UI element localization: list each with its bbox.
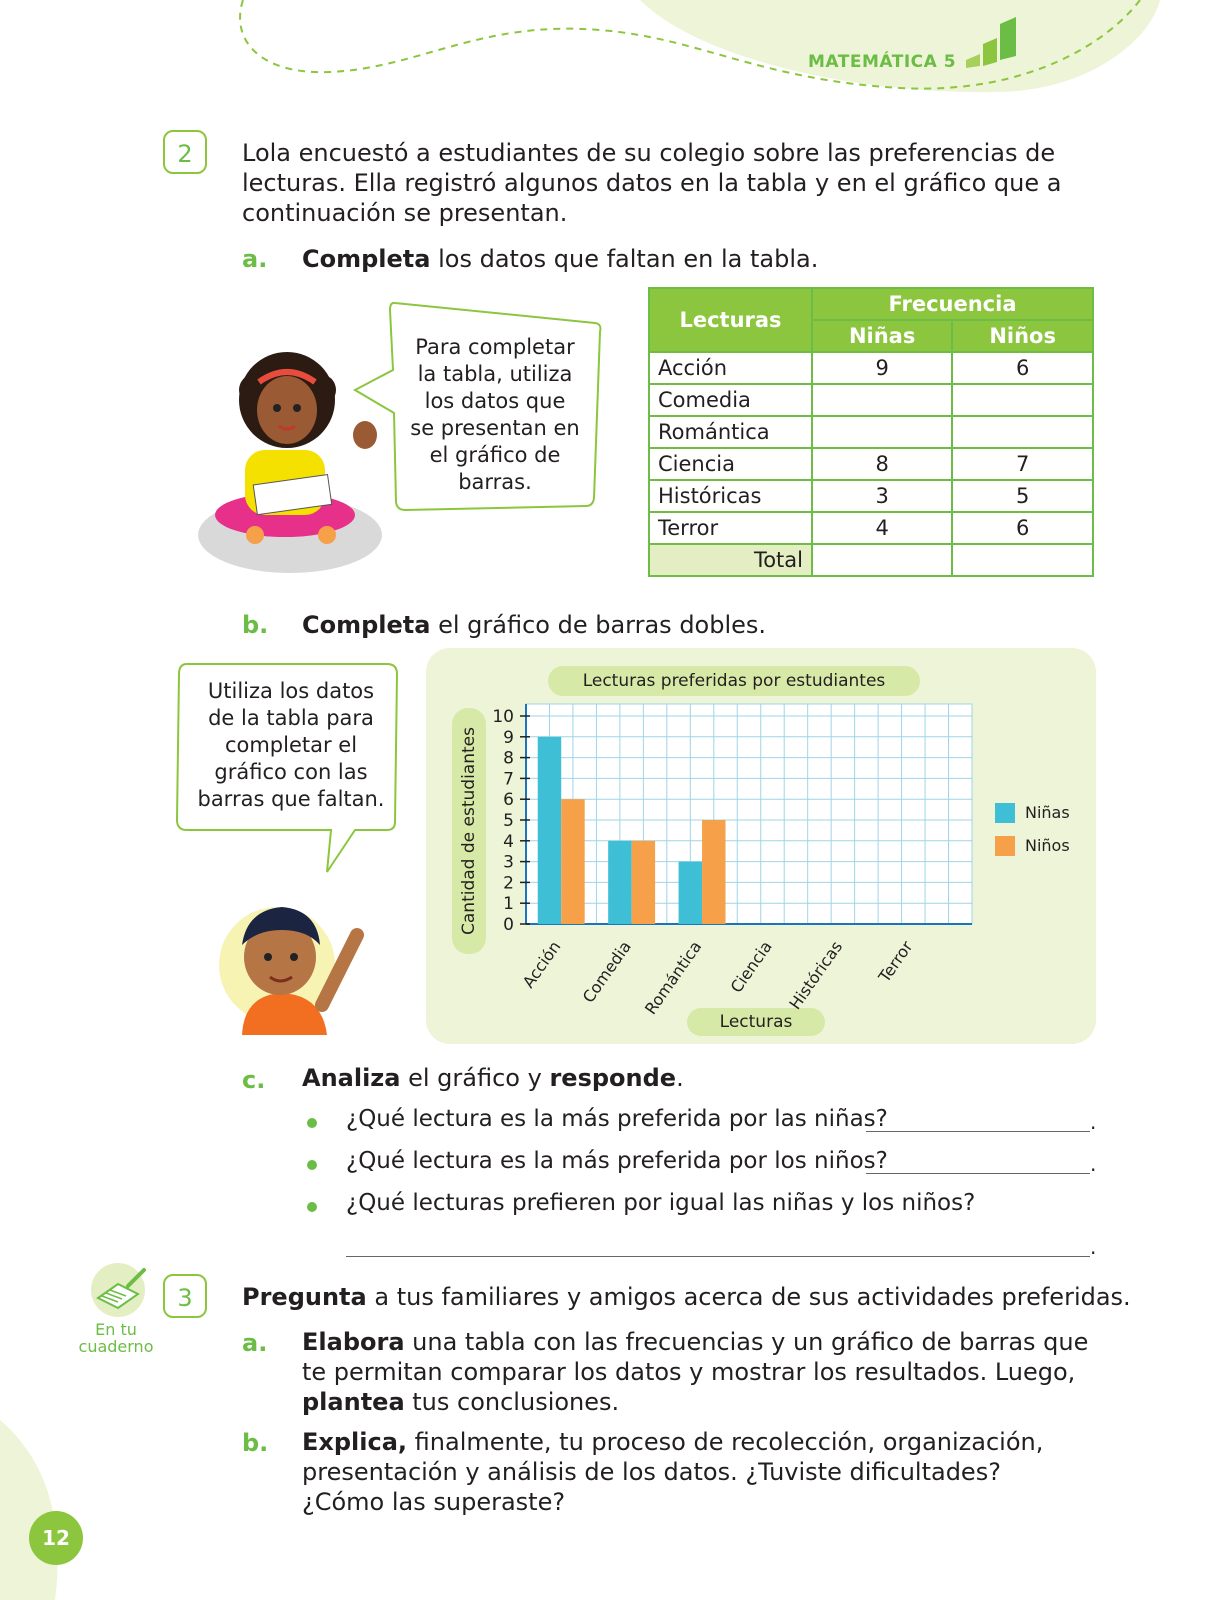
bar-ninos [561, 799, 584, 924]
bar-ninas [538, 737, 561, 924]
table-row [649, 416, 1093, 448]
x-tick-label: Acción [518, 937, 565, 992]
question: ¿Qué lecturas prefieren por igual las niñas y los niños? [346, 1190, 976, 1216]
item-letter: c. [242, 1066, 266, 1094]
period: . [1090, 1152, 1097, 1176]
legend-swatch-ninas [995, 803, 1015, 823]
y-tick-label: 6 [503, 790, 514, 811]
x-tick-label: Ciencia [726, 937, 776, 997]
cell-ninas: 8 [812, 448, 952, 480]
x-axis-label: Lecturas [687, 1008, 825, 1036]
table-row [649, 384, 1093, 416]
problem3-b-text [302, 1427, 1062, 1517]
cell-ninos-blank[interactable] [952, 384, 1093, 416]
problem-intro: Lola encuestó a estudiantes de su colegio sobre las preferencias de lecturas. Ella registró algunos datos en la tabla y en el gráfico que a continuación se presentan. [242, 139, 1062, 227]
row-label: Históricas [649, 480, 812, 512]
item-c-verb2: responde [549, 1064, 677, 1092]
y-tick-label: 4 [503, 831, 514, 852]
y-tick-label: 5 [503, 811, 514, 831]
page-number: 12 [29, 1511, 83, 1565]
item-b-text [302, 610, 766, 640]
answer-blank[interactable] [866, 1131, 1090, 1132]
row-label: Acción [649, 352, 812, 384]
table-row [649, 448, 1093, 480]
period: . [1090, 1235, 1097, 1259]
bar-ninos [632, 841, 655, 924]
answer-blank[interactable] [346, 1256, 1090, 1257]
item-letter: b. [242, 1429, 269, 1457]
legend-label-ninas: Niñas [1025, 803, 1070, 822]
bullet [307, 1202, 317, 1212]
frequency-table [648, 287, 1094, 577]
cell-ninos: 6 [952, 512, 1093, 544]
bar-ninos [702, 820, 725, 924]
legend-label-ninos: Niños [1025, 836, 1070, 855]
item-letter: b. [242, 611, 269, 639]
item-a-rest: los datos que faltan en la tabla. [430, 245, 819, 273]
problem3-b-verb: Explica, [302, 1428, 408, 1456]
period: . [1090, 1110, 1097, 1134]
cell-total-ninas[interactable] [812, 544, 952, 576]
problem3-intro [242, 1282, 1131, 1312]
question: ¿Qué lectura es la más preferida por los niños? [346, 1148, 888, 1174]
question: ¿Qué lectura es la más preferida por las niñas? [346, 1106, 888, 1132]
item-letter: a. [242, 1329, 268, 1357]
x-tick-label: Terror [874, 937, 917, 986]
problem3-a-verb: Elabora [302, 1328, 405, 1356]
problem3-a-rest2: tus conclusiones. [404, 1388, 620, 1416]
item-b-verb: Completa [302, 611, 431, 639]
problem3-a-rest1: una tabla con las frecuencias y un gráfico de barras que te permitan comparar los datos y mostrar los resultados. Luego, [302, 1328, 1089, 1386]
bubble-hint-table: Para completar la tabla, utiliza los datos que se presentan en el gráfico de barras. [410, 335, 580, 494]
y-tick-label: 2 [503, 873, 514, 894]
item-a-text [302, 244, 818, 274]
item-c-mid: el gráfico y [400, 1064, 550, 1092]
item-letter: a. [242, 245, 268, 273]
cuaderno-label: En tu cuaderno [78, 1320, 154, 1356]
col-ninas: Niñas [812, 320, 952, 352]
problem-number: 2 [163, 130, 207, 174]
problem3-a-text [302, 1327, 1102, 1417]
chart-title: Lecturas preferidas por estudiantes [548, 666, 920, 696]
y-tick-label: 10 [492, 707, 514, 727]
row-label: Comedia [649, 384, 812, 416]
header-title: MATEMÁTICA 5 [808, 52, 957, 72]
y-tick-label: 7 [503, 769, 514, 790]
y-axis-label: Cantidad de estudiantes [459, 727, 479, 935]
cell-total-ninos[interactable] [952, 544, 1093, 576]
row-label: Romántica [649, 416, 812, 448]
y-tick-label: 3 [503, 852, 514, 873]
cell-ninos: 7 [952, 448, 1093, 480]
table-row [649, 480, 1093, 512]
x-tick-label: Comedia [578, 937, 635, 1007]
notebook-pencil-icon [88, 1262, 148, 1318]
bullet [307, 1160, 317, 1170]
table-row [649, 352, 1093, 384]
page-corner-decoration [0, 1420, 70, 1600]
table-row [649, 512, 1093, 544]
x-tick-label: Romántica [640, 937, 706, 1018]
cell-ninas: 3 [812, 480, 952, 512]
bar-ninas [679, 862, 702, 924]
problem3-verb: Pregunta [242, 1283, 367, 1311]
answer-blank[interactable] [866, 1173, 1090, 1174]
row-label: Ciencia [649, 448, 812, 480]
boy-pointing-illustration [212, 895, 392, 1035]
table-total-row [649, 544, 1093, 576]
cell-ninos: 6 [952, 352, 1093, 384]
y-tick-label: 9 [503, 727, 514, 748]
problem3-a-verb2: plantea [302, 1388, 405, 1416]
problem3-rest: a tus familiares y amigos acerca de sus actividades preferidas. [366, 1283, 1131, 1311]
bar-ninas [608, 841, 631, 924]
cell-ninos: 5 [952, 480, 1093, 512]
cell-ninas: 4 [812, 512, 952, 544]
cell-ninos-blank[interactable] [952, 416, 1093, 448]
x-tick-label: Históricas [785, 937, 847, 1013]
col-lecturas: Lecturas [649, 288, 812, 352]
cell-ninas: 9 [812, 352, 952, 384]
bubble-hint-chart: Utiliza los datos de la tabla para completar el gráfico con las barras que faltan. [197, 679, 385, 811]
cell-ninas-blank[interactable] [812, 384, 952, 416]
y-tick-label: 0 [503, 915, 514, 935]
item-b-rest: el gráfico de barras dobles. [430, 611, 767, 639]
y-tick-label: 8 [503, 748, 514, 769]
problem-number: 3 [163, 1274, 207, 1318]
header-decoration [0, 0, 1215, 110]
total-label: Total [649, 544, 812, 576]
y-tick-label: 1 [503, 894, 514, 915]
item-c-end: . [676, 1064, 684, 1092]
row-label: Terror [649, 512, 812, 544]
item-c-verb1: Analiza [302, 1064, 401, 1092]
legend-swatch-ninos [995, 836, 1015, 856]
problem3-b-rest: finalmente, tu proceso de recolección, organización, presentación y análisis de los datos. ¿Tuviste dificultades? ¿Cómo las superaste? [302, 1428, 1044, 1516]
col-ninos: Niños [952, 320, 1093, 352]
item-c-text [302, 1063, 684, 1093]
item-a-verb: Completa [302, 245, 431, 273]
cell-ninas-blank[interactable] [812, 416, 952, 448]
col-frecuencia: Frecuencia [812, 288, 1093, 320]
bullet [307, 1118, 317, 1128]
